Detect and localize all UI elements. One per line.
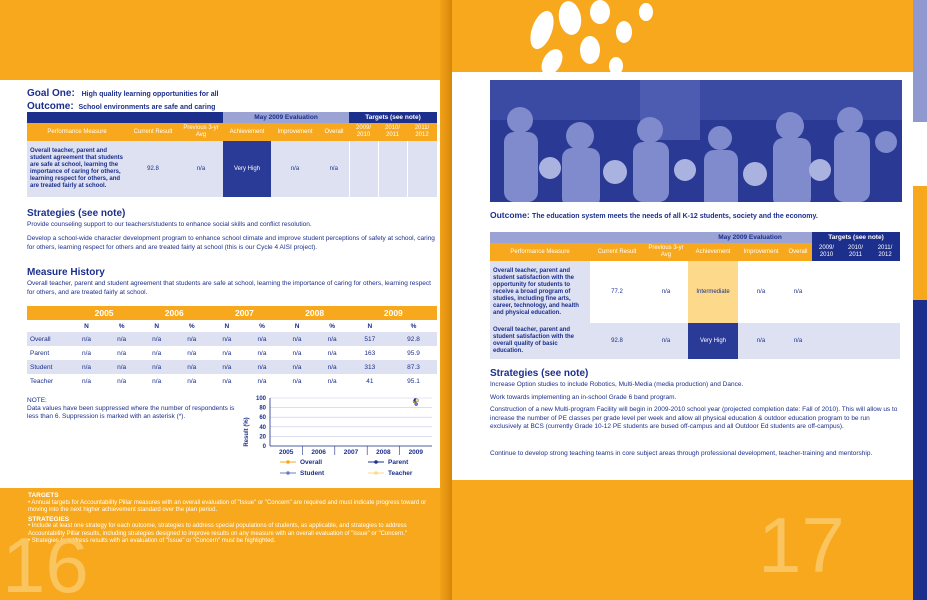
measure-desc: Overall teacher, parent and student satisfaction with the opportunity for students to receive a broad program of studies, including fine arts, career, technology, and health and physical education. — [490, 261, 590, 323]
history-row — [27, 332, 437, 346]
n-header: N — [280, 320, 315, 332]
measure-desc: Overall teacher, parent and student satisfaction with the overall quality of basic education. — [490, 323, 590, 359]
y-axis-label: Result (%) — [244, 417, 250, 447]
col-header: Previous 3-yr Avg — [179, 123, 223, 141]
goal-text: High quality learning opportunities for all — [81, 91, 219, 98]
improvement-cell: n/a — [738, 323, 784, 359]
y-tick-label: 80 — [259, 405, 266, 412]
target-cell — [378, 141, 407, 197]
improvement-cell: n/a — [738, 261, 784, 323]
history-cell: 41 — [366, 377, 374, 385]
year-header: 2005 — [69, 306, 139, 320]
history-cell: n/a — [104, 360, 139, 374]
y-tick-label: 60 — [259, 415, 266, 422]
target-cell — [870, 323, 900, 359]
overall-cell: n/a — [319, 141, 349, 197]
strategy-paragraph: Work towards implementing an in-school Grade 6 band program. — [490, 394, 677, 401]
pct-header: % — [390, 320, 437, 332]
outcome-heading — [27, 101, 215, 112]
measure-history-title: Measure History — [27, 267, 105, 278]
col-header: Current Result — [127, 123, 179, 141]
please-note-block — [28, 491, 438, 546]
history-cell: 517 — [350, 332, 390, 346]
strategies-label: STRATEGIES — [28, 515, 70, 523]
history-cell: n/a — [174, 332, 209, 346]
history-cell: 87.3 — [390, 360, 437, 374]
eval-group-header: May 2009 Evaluation — [688, 232, 812, 243]
col-header: Improvement — [271, 123, 319, 141]
history-cell: n/a — [315, 332, 350, 346]
measure-history-table — [27, 306, 437, 388]
legend-label: Student — [300, 470, 325, 477]
x-tick-label: 2008 — [376, 449, 391, 456]
history-row-label: Teacher — [30, 377, 54, 385]
year-header: 2009 — [350, 306, 437, 320]
history-row-label: Overall — [27, 332, 69, 346]
history-cell: n/a — [139, 360, 174, 374]
pct-header: % — [244, 320, 279, 332]
measure-desc: Overall teacher, parent and student agreement that students are safe at school, learning the importance of caring for others, learning respect for others, and are treated fairly at school. — [27, 141, 127, 197]
col-header: Overall — [784, 243, 812, 261]
history-cell: n/a — [244, 332, 279, 346]
history-cell: n/a — [187, 349, 197, 357]
history-cell: 92.8 — [390, 332, 437, 346]
col-header: 2010/ 2011 — [841, 243, 870, 261]
target-cell — [349, 141, 378, 197]
history-cell: 163 — [364, 349, 376, 357]
col-header: Improvement — [738, 243, 784, 261]
history-cell: n/a — [82, 349, 92, 357]
y-tick-label: 20 — [259, 434, 266, 441]
col-header: Current Result — [590, 243, 644, 261]
pct-header: % — [104, 320, 139, 332]
strategy-paragraph: Construction of a new Multi-program Facility will begin in 2009-2010 school year (projected completion date: Fall of 2010). This will allow us to increase the number of PE classes per grade level per week and allow all physical education & outdoor education program to be run exclusively at BCS (currently Grade 10-12 PE students are bused off-campus and all Outdoor Ed students are off-campus). — [490, 406, 898, 430]
legend-marker — [374, 460, 378, 464]
strategy-paragraph: Provide counseling support to our teachers/students to enhance social skills and conflict resolution. — [27, 221, 312, 228]
targets-label: TARGETS — [28, 492, 59, 499]
history-row — [27, 346, 437, 360]
measure-history-chart — [240, 392, 436, 482]
year-header: 2007 — [209, 306, 279, 320]
col-header: Performance Measure — [490, 243, 590, 261]
improvement-cell: n/a — [271, 141, 319, 197]
page-17 — [452, 0, 927, 600]
page-16 — [0, 0, 452, 600]
x-tick-label: 2005 — [278, 449, 294, 456]
n-header: N — [69, 320, 104, 332]
n-header: N — [209, 320, 244, 332]
prev-avg: n/a — [644, 261, 688, 323]
history-cell: n/a — [69, 360, 104, 374]
note-text: Data values have been suppressed where the number of respondents is less than 6. Suppression is marked with an asterisk (*). — [27, 405, 235, 420]
data-point-student — [415, 402, 418, 405]
current-result: 77.2 — [590, 261, 644, 323]
strategies-text: • Include at least one strategy for each outcome, strategies to address special populations of students, as applicable, and strategies to address Accountability Pillar results, including strategies designed to improve results on any measure with an overall evaluation of "Issue" or "Concern." — [28, 523, 408, 537]
strategies-title: Strategies (see note) — [490, 368, 589, 379]
strategy-paragraph: Develop a school-wide character development program to enhance school climate and improve student perceptions of safety at school, caring for others, learning respect for others and are treated fairly at school (this is our Cycle 4 AISI project). — [27, 235, 435, 251]
outcome-label: Outcome: — [27, 101, 74, 112]
current-result: 92.8 — [590, 323, 644, 359]
history-cell: n/a — [152, 377, 162, 385]
page-number-16: 16 — [2, 521, 89, 600]
targets-group-header: Targets (see note) — [812, 232, 900, 243]
history-cell: n/a — [69, 332, 104, 346]
x-tick-label: 2006 — [311, 449, 326, 456]
history-cell: n/a — [257, 377, 267, 385]
history-cell: n/a — [139, 332, 174, 346]
children-photo-illustration — [490, 80, 902, 202]
strategies-text: • Strategies to address results with an evaluation of "Issue" or "Concern" must be highlighted. — [28, 538, 276, 544]
target-cell — [812, 261, 841, 323]
targets-group-header: Targets (see note) — [349, 112, 437, 123]
target-cell — [841, 323, 870, 359]
outcome-text: The education system meets the needs of all K-12 students, society and the economy. — [532, 213, 818, 220]
target-cell — [407, 141, 437, 197]
targets-text: • Annual targets for Accountability Pillar measures with an overall evaluation of "Issue" or "Concern" are required and must indicate progress toward or moving into the next higher achievement standard over the plan period. — [28, 499, 427, 513]
col-header: Previous 3-yr Avg — [644, 243, 688, 261]
achievement-cell: Very High — [688, 323, 738, 359]
n-header: N — [139, 320, 174, 332]
history-cell: n/a — [327, 349, 337, 357]
data-point-teacher — [415, 399, 418, 402]
history-cell: n/a — [315, 360, 350, 374]
y-tick-label: 0 — [262, 444, 266, 450]
outcome-text: School environments are safe and caring — [78, 104, 216, 111]
x-tick-label: 2009 — [408, 449, 424, 456]
history-cell: 313 — [350, 360, 390, 374]
history-cell: n/a — [292, 377, 302, 385]
history-cell: n/a — [209, 360, 244, 374]
goal-label: Goal One: — [27, 88, 75, 99]
target-cell — [841, 261, 870, 323]
y-tick-label: 100 — [255, 396, 266, 402]
history-cell: 95.9 — [407, 349, 420, 357]
target-cell — [870, 261, 900, 323]
measure-history-desc: Overall teacher, parent and student agreement that students are safe at school, learning the importance of caring for others, learning respect for others, and are treated fairly at school. — [27, 280, 431, 296]
achievement-cell: Intermediate — [688, 261, 738, 323]
strategies-title: Strategies (see note) — [27, 208, 126, 219]
page-number-17: 17 — [758, 501, 845, 589]
current-result: 92.8 — [127, 141, 179, 197]
history-row-label: Student — [27, 360, 69, 374]
goal-heading — [27, 88, 218, 99]
history-cell: 95.1 — [407, 377, 420, 385]
history-cell: n/a — [292, 349, 302, 357]
history-cell: n/a — [82, 377, 92, 385]
history-cell: n/a — [117, 377, 127, 385]
strategy-paragraph: Continue to develop strong teaching teams in core subject areas through professional development, teacher-training and mentorship. — [490, 450, 873, 457]
overall-cell: n/a — [784, 261, 812, 323]
page-edge-tabs — [913, 0, 927, 600]
legend-label: Overall — [300, 459, 323, 466]
history-cell: n/a — [209, 332, 244, 346]
pct-header: % — [174, 320, 209, 332]
legend-marker — [286, 460, 290, 464]
col-header: 2011/ 2012 — [407, 123, 437, 141]
classroom-photo — [490, 80, 902, 202]
history-cell: n/a — [244, 360, 279, 374]
history-cell: n/a — [280, 332, 315, 346]
col-header: Achievement — [688, 243, 738, 261]
outcome-heading — [490, 210, 818, 220]
col-header: Achievement — [223, 123, 271, 141]
performance-measure-table — [27, 112, 437, 197]
please-note-title: Please Note: — [28, 464, 172, 492]
performance-measure-table — [490, 232, 900, 359]
history-cell: n/a — [280, 360, 315, 374]
col-header: 2010/ 2011 — [378, 123, 407, 141]
col-header: 2009/ 2010 — [812, 243, 841, 261]
n-header: N — [350, 320, 390, 332]
col-header: 2011/ 2012 — [870, 243, 900, 261]
strategy-paragraph: Increase Option studies to include Robotics, Multi-Media (media production) and Dance. — [490, 381, 744, 388]
year-header: 2008 — [280, 306, 350, 320]
history-row-label: Parent — [30, 349, 50, 357]
legend-marker — [286, 471, 290, 475]
history-cell: n/a — [222, 377, 232, 385]
suppression-note — [27, 397, 237, 421]
pct-header: % — [315, 320, 350, 332]
history-row — [27, 360, 437, 374]
col-header: 2009/ 2010 — [349, 123, 378, 141]
target-cell — [812, 323, 841, 359]
history-cell: n/a — [222, 349, 232, 357]
history-cell: n/a — [174, 360, 209, 374]
year-header: 2006 — [139, 306, 209, 320]
history-rows — [27, 332, 437, 388]
y-tick-label: 40 — [259, 424, 266, 431]
legend-label: Teacher — [388, 470, 413, 477]
overall-cell: n/a — [784, 323, 812, 359]
history-cell: n/a — [104, 332, 139, 346]
achievement-cell: Very High — [223, 141, 271, 197]
x-tick-label: 2007 — [343, 449, 359, 456]
outcome-label: Outcome: — [490, 210, 530, 220]
col-header: Overall — [319, 123, 349, 141]
legend-marker — [374, 471, 378, 475]
history-cell: n/a — [187, 377, 197, 385]
prev-avg: n/a — [644, 323, 688, 359]
legend-label: Parent — [388, 459, 409, 466]
history-cell: n/a — [327, 377, 337, 385]
decorative-dots-graphic — [512, 0, 672, 78]
history-cell: n/a — [152, 349, 162, 357]
history-cell: n/a — [117, 349, 127, 357]
eval-group-header: May 2009 Evaluation — [223, 112, 349, 123]
prev-avg: n/a — [179, 141, 223, 197]
col-header: Performance Measure — [27, 123, 127, 141]
history-cell: n/a — [257, 349, 267, 357]
history-row — [27, 374, 437, 388]
note-title: NOTE: — [27, 397, 47, 404]
